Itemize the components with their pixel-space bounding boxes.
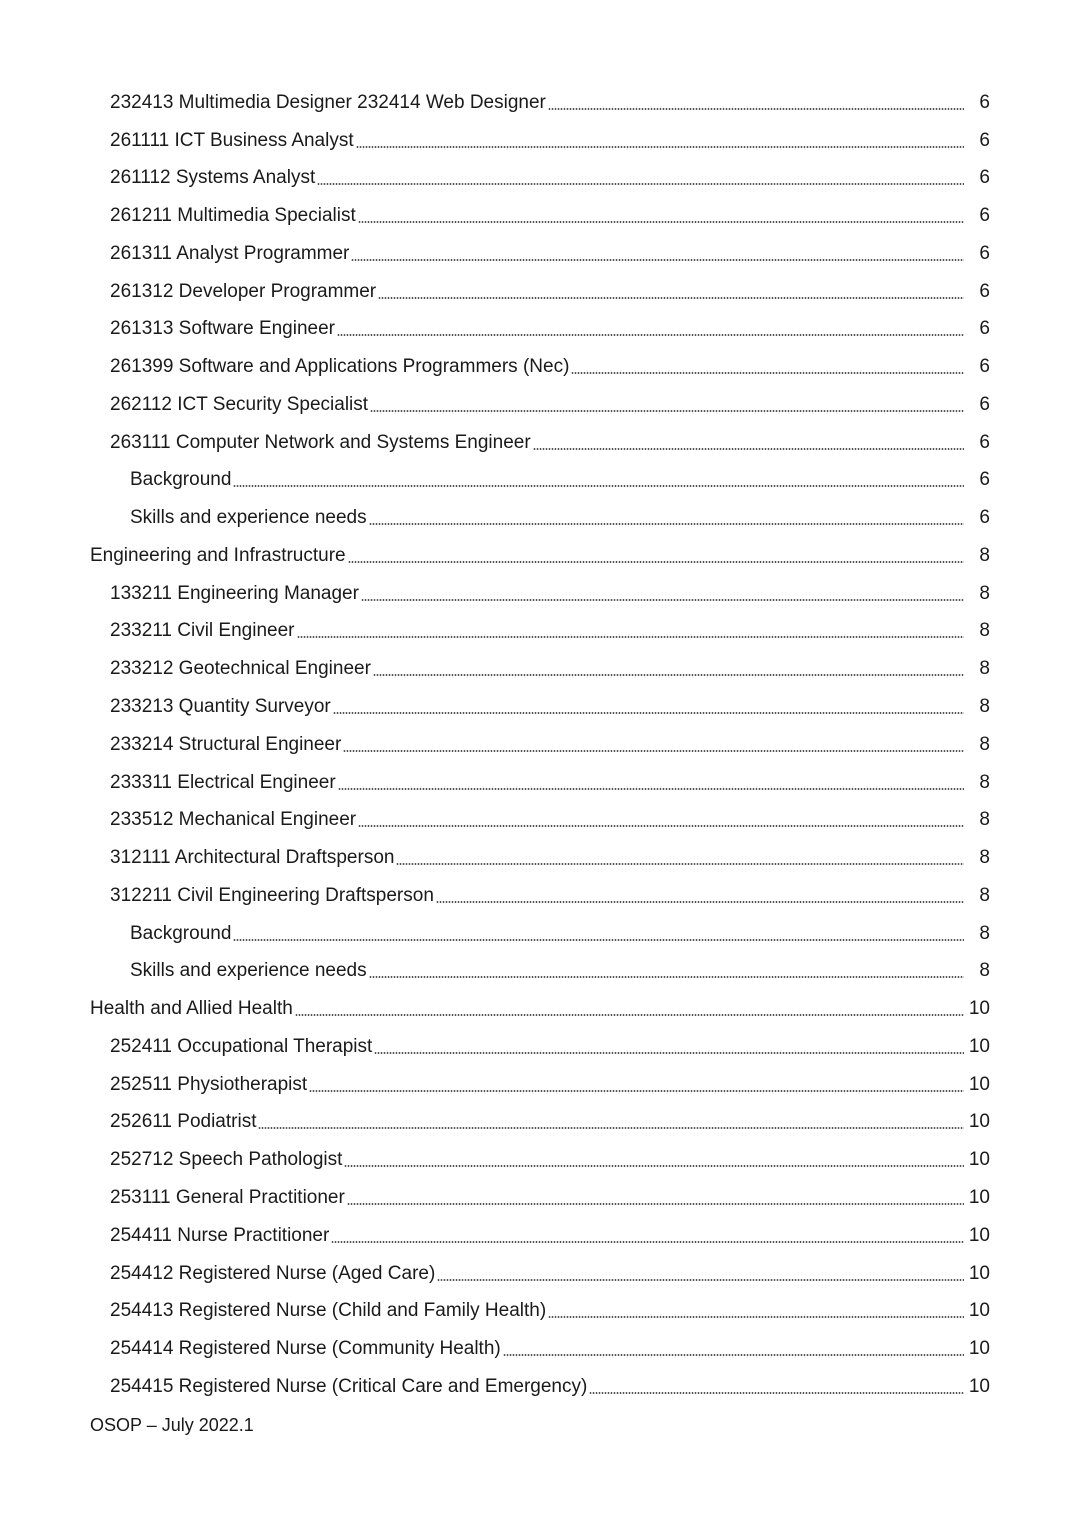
toc-entry-title[interactable]: Background: [130, 469, 232, 491]
toc-entry-title[interactable]: 252511 Physiotherapist: [110, 1073, 308, 1095]
toc-entry-title[interactable]: 254413 Registered Nurse (Child and Family Health): [110, 1300, 547, 1322]
toc-dot-leader: [233, 939, 964, 941]
toc-entry[interactable]: [0, 765, 1080, 803]
toc-entry-page-number[interactable]: 6: [979, 91, 990, 113]
toc-entry-title[interactable]: 261211 Multimedia Specialist: [110, 205, 356, 227]
toc-entry-title[interactable]: Skills and experience needs: [130, 507, 367, 529]
toc-entry[interactable]: [0, 614, 1080, 652]
toc-dot-leader: [233, 485, 964, 487]
toc-entry-title[interactable]: 254412 Registered Nurse (Aged Care): [110, 1262, 436, 1284]
toc-dot-leader: [437, 1279, 964, 1281]
toc-entry[interactable]: [0, 312, 1080, 350]
toc-dot-leader: [356, 146, 964, 148]
toc-entry-page-number[interactable]: 8: [979, 771, 990, 793]
toc-entry-title[interactable]: 261112 Systems Analyst: [110, 167, 316, 189]
toc-entry-page-number[interactable]: 8: [979, 960, 990, 982]
toc-dot-leader: [436, 901, 964, 903]
toc-entry-title[interactable]: 233512 Mechanical Engineer: [110, 809, 357, 831]
toc-dot-leader: [369, 523, 964, 525]
toc-entry[interactable]: [0, 236, 1080, 274]
toc-entry-page-number[interactable]: 8: [979, 809, 990, 831]
toc-entry-title[interactable]: 263111 Computer Network and Systems Engineer: [110, 431, 531, 453]
toc-entry-title[interactable]: 261313 Software Engineer: [110, 318, 335, 340]
toc-dot-leader: [370, 410, 964, 412]
toc-entry-page-number[interactable]: 6: [979, 205, 990, 227]
toc-entry-title[interactable]: 312211 Civil Engineering Draftsperson: [110, 884, 434, 906]
page-footer: OSOP – July 2022.1: [90, 1415, 254, 1435]
toc-entry[interactable]: [0, 576, 1080, 614]
toc-dot-leader: [396, 863, 964, 865]
toc-entry[interactable]: [0, 161, 1080, 199]
toc-entry[interactable]: [0, 425, 1080, 463]
toc-entry-title[interactable]: Engineering and Infrastructure: [90, 544, 346, 566]
toc-entry[interactable]: [0, 1218, 1080, 1256]
toc-entry[interactable]: [0, 198, 1080, 236]
toc-entry[interactable]: [0, 651, 1080, 689]
toc-entry-title[interactable]: 133211 Engineering Manager: [110, 582, 359, 604]
toc-entry-page-number[interactable]: 10: [968, 1111, 990, 1133]
toc-entry[interactable]: [0, 1180, 1080, 1218]
toc-entry-page-number[interactable]: 6: [979, 356, 990, 378]
toc-entry-page-number[interactable]: 10: [968, 1224, 990, 1246]
toc-entry-page-number[interactable]: 6: [979, 129, 990, 151]
toc-dot-leader: [344, 1165, 964, 1167]
toc-dot-leader: [347, 1203, 964, 1205]
toc-entry-page-number[interactable]: 10: [968, 1035, 990, 1057]
toc-entry[interactable]: [0, 954, 1080, 992]
toc-entry[interactable]: [0, 727, 1080, 765]
toc-entry-page-number[interactable]: 8: [979, 733, 990, 755]
toc-entry-page-number[interactable]: 8: [979, 696, 990, 718]
toc-dot-leader: [503, 1354, 964, 1356]
toc-entry[interactable]: [0, 1029, 1080, 1067]
toc-entry-title[interactable]: 261399 Software and Applications Programmers (Nec): [110, 356, 570, 378]
toc-entry-title[interactable]: 233214 Structural Engineer: [110, 733, 342, 755]
toc-dot-leader: [343, 750, 964, 752]
toc-dot-leader: [358, 825, 964, 827]
toc-entry-title[interactable]: Health and Allied Health: [90, 998, 293, 1020]
toc-dot-leader: [351, 259, 964, 261]
toc-dot-leader: [358, 221, 964, 223]
toc-entry-page-number[interactable]: 6: [979, 242, 990, 264]
toc-entry[interactable]: [0, 387, 1080, 425]
toc-entry[interactable]: [0, 500, 1080, 538]
toc-entry-page-number[interactable]: 10: [968, 1375, 990, 1397]
toc-entry-page-number[interactable]: 8: [979, 544, 990, 566]
toc-entry[interactable]: [0, 1067, 1080, 1105]
toc-entry-page-number[interactable]: 6: [979, 393, 990, 415]
toc-entry-title[interactable]: 252611 Podiatrist: [110, 1111, 257, 1133]
toc-entry-page-number[interactable]: 6: [979, 431, 990, 453]
toc-entry-page-number[interactable]: 8: [979, 658, 990, 680]
toc-entry[interactable]: [0, 916, 1080, 954]
toc-entry-page-number[interactable]: 10: [968, 1149, 990, 1171]
toc-dot-leader: [331, 1241, 964, 1243]
toc-entry-title[interactable]: Background: [130, 922, 232, 944]
toc-entry[interactable]: [0, 1294, 1080, 1332]
toc-entry-title[interactable]: 233311 Electrical Engineer: [110, 771, 336, 793]
toc-dot-leader: [533, 448, 964, 450]
toc-entry-page-number[interactable]: 10: [968, 1338, 990, 1360]
table-of-contents: [0, 85, 1080, 1407]
toc-entry-title[interactable]: 232413 Multimedia Designer 232414 Web Designer: [110, 91, 546, 113]
toc-entry-title[interactable]: 261312 Developer Programmer: [110, 280, 377, 302]
toc-entry-page-number[interactable]: 10: [968, 1262, 990, 1284]
toc-entry-title[interactable]: 252712 Speech Pathologist: [110, 1149, 343, 1171]
toc-entry[interactable]: [0, 538, 1080, 576]
toc-entry-page-number[interactable]: 8: [979, 620, 990, 642]
toc-entry-page-number[interactable]: 8: [979, 922, 990, 944]
toc-dot-leader: [589, 1392, 964, 1394]
toc-entry-page-number[interactable]: 8: [979, 884, 990, 906]
toc-entry-page-number[interactable]: 6: [979, 507, 990, 529]
toc-dot-leader: [378, 297, 964, 299]
toc-entry[interactable]: [0, 123, 1080, 161]
toc-entry-page-number[interactable]: 10: [968, 998, 990, 1020]
toc-entry-page-number[interactable]: 8: [979, 847, 990, 869]
toc-entry[interactable]: [0, 1256, 1080, 1294]
toc-dot-leader: [317, 183, 964, 185]
toc-entry-title[interactable]: 233212 Geotechnical Engineer: [110, 658, 371, 680]
toc-entry-page-number[interactable]: 10: [968, 1073, 990, 1095]
toc-dot-leader: [309, 1090, 964, 1092]
toc-entry-page-number[interactable]: 10: [968, 1300, 990, 1322]
toc-entry[interactable]: [0, 1331, 1080, 1369]
toc-entry-title[interactable]: 262112 ICT Security Specialist: [110, 393, 369, 415]
toc-dot-leader: [548, 108, 964, 110]
toc-entry-title[interactable]: 254415 Registered Nurse (Critical Care and Emergency): [110, 1375, 588, 1397]
toc-dot-leader: [548, 1316, 964, 1318]
toc-entry[interactable]: [0, 1369, 1080, 1407]
toc-dot-leader: [338, 788, 964, 790]
toc-entry[interactable]: [0, 1105, 1080, 1143]
toc-dot-leader: [571, 372, 964, 374]
toc-entry-title[interactable]: 252411 Occupational Therapist: [110, 1035, 373, 1057]
toc-entry-title[interactable]: 261111 ICT Business Analyst: [110, 129, 354, 151]
toc-entry[interactable]: [0, 1142, 1080, 1180]
toc-entry-title[interactable]: 253111 General Practitioner: [110, 1186, 345, 1208]
toc-entry-title[interactable]: 254411 Nurse Practitioner: [110, 1224, 330, 1246]
toc-entry[interactable]: [0, 85, 1080, 123]
toc-dot-leader: [333, 712, 964, 714]
toc-dot-leader: [348, 561, 964, 563]
toc-entry-page-number[interactable]: 6: [979, 469, 990, 491]
toc-dot-leader: [369, 976, 964, 978]
toc-entry-title[interactable]: 312111 Architectural Draftsperson: [110, 847, 395, 869]
toc-dot-leader: [258, 1127, 964, 1129]
toc-dot-leader: [295, 1014, 964, 1016]
toc-entry-page-number[interactable]: 6: [979, 280, 990, 302]
toc-entry-title[interactable]: 233211 Civil Engineer: [110, 620, 295, 642]
toc-entry[interactable]: [0, 274, 1080, 312]
toc-entry[interactable]: [0, 463, 1080, 501]
toc-dot-leader: [337, 334, 964, 336]
toc-entry-title[interactable]: 261311 Analyst Programmer: [110, 242, 350, 264]
toc-dot-leader: [297, 636, 965, 638]
toc-entry-page-number[interactable]: 6: [979, 167, 990, 189]
toc-entry[interactable]: [0, 349, 1080, 387]
toc-dot-leader: [373, 674, 964, 676]
toc-entry-title[interactable]: Skills and experience needs: [130, 960, 367, 982]
toc-entry-page-number[interactable]: 10: [968, 1186, 990, 1208]
toc-dot-leader: [374, 1052, 964, 1054]
toc-entry-title[interactable]: 233213 Quantity Surveyor: [110, 696, 331, 718]
toc-entry[interactable]: [0, 803, 1080, 841]
toc-entry[interactable]: [0, 991, 1080, 1029]
toc-entry-page-number[interactable]: 6: [979, 318, 990, 340]
toc-entry[interactable]: [0, 878, 1080, 916]
toc-dot-leader: [361, 599, 964, 601]
toc-entry-title[interactable]: 254414 Registered Nurse (Community Health): [110, 1338, 501, 1360]
toc-entry[interactable]: [0, 840, 1080, 878]
toc-entry[interactable]: [0, 689, 1080, 727]
toc-entry-page-number[interactable]: 8: [979, 582, 990, 604]
